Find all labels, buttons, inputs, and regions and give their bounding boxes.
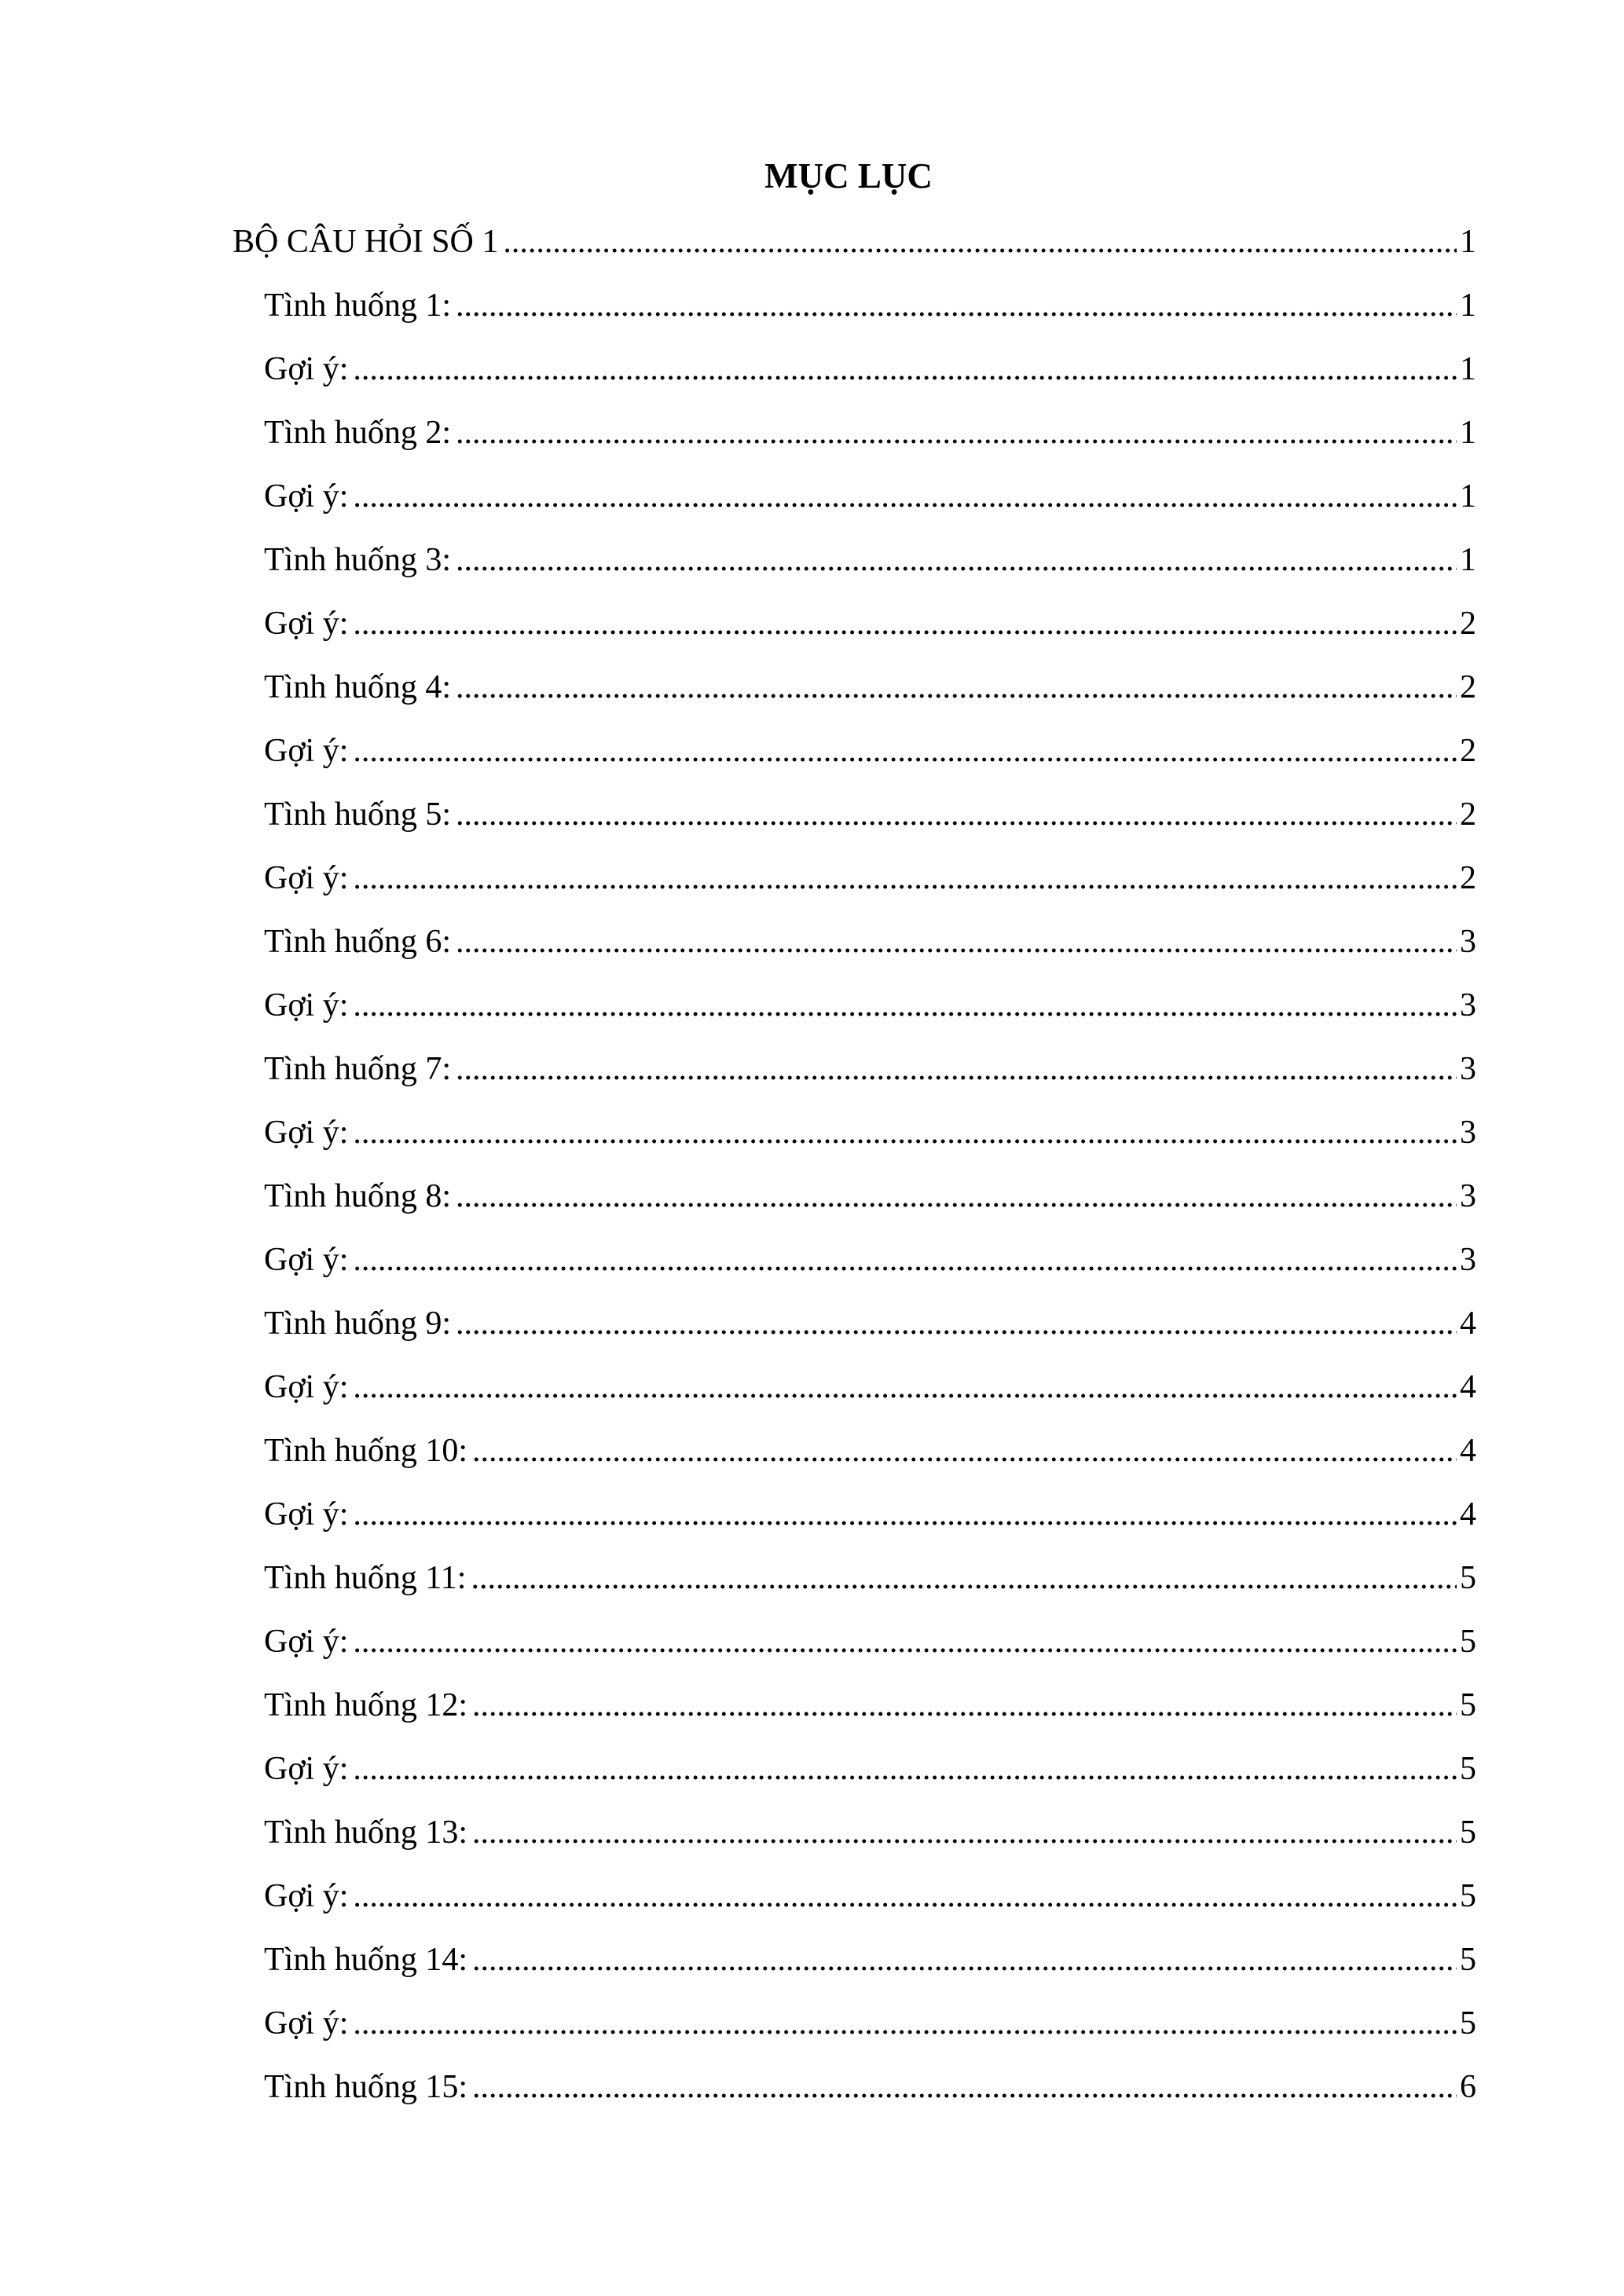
toc-dot-leader <box>456 656 1457 720</box>
toc-dot-leader <box>353 1483 1457 1547</box>
toc-dot-leader <box>456 274 1457 338</box>
toc-entry-item[interactable] <box>0 656 1624 720</box>
toc-entry-row <box>264 274 1476 338</box>
toc-entry-item[interactable] <box>0 720 1624 783</box>
toc-entry-row <box>264 1419 1476 1483</box>
toc-entry-row <box>264 910 1476 974</box>
toc-entry-label: Tình huống 13: <box>264 1814 467 1851</box>
toc-dot-leader <box>456 1038 1457 1101</box>
toc-entry-item[interactable] <box>0 1165 1624 1229</box>
toc-dot-leader <box>353 847 1457 910</box>
toc-entry-page-number: 1 <box>1460 224 1476 260</box>
toc-dot-leader <box>472 1801 1457 1865</box>
toc-dot-leader <box>456 1292 1457 1356</box>
toc-entry-label: Tình huống 3: <box>264 542 451 578</box>
toc-entry-page-number: 2 <box>1460 669 1476 705</box>
toc-entry-label: Gợi ý: <box>264 1878 349 1914</box>
toc-dot-leader <box>472 1674 1457 1738</box>
toc-entry-item[interactable] <box>0 465 1624 529</box>
toc-entry-label: Gợi ý: <box>264 860 349 896</box>
toc-entry-item[interactable] <box>0 783 1624 847</box>
toc-title: MỤC LỤC <box>764 156 933 196</box>
toc-entry-label: Gợi ý: <box>264 1496 349 1532</box>
toc-entry-label: Tình huống 6: <box>264 924 451 960</box>
toc-entry-label: Tình huống 10: <box>264 1433 467 1469</box>
toc-entry-label: Tình huống 8: <box>264 1178 451 1214</box>
toc-entry-item[interactable] <box>0 974 1624 1038</box>
toc-entry-item[interactable] <box>0 910 1624 974</box>
toc-dot-leader <box>472 1419 1457 1483</box>
toc-entry-page-number: 5 <box>1460 1878 1476 1914</box>
toc-entry-page-number: 4 <box>1460 1369 1476 1405</box>
toc-entry-row <box>264 720 1476 783</box>
toc-entry-row <box>264 1165 1476 1229</box>
toc-entry-item[interactable] <box>0 592 1624 656</box>
toc-entry-item[interactable] <box>0 1292 1624 1356</box>
toc-entry-page-number: 4 <box>1460 1496 1476 1532</box>
toc-entry-row <box>264 1292 1476 1356</box>
toc-entry-page-number: 3 <box>1460 1115 1476 1151</box>
toc-dot-leader <box>456 529 1457 592</box>
toc-dot-leader <box>456 783 1457 847</box>
toc-entry-label: Tình huống 1: <box>264 287 451 324</box>
toc-entry-label: Gợi ý: <box>264 1242 349 1278</box>
toc-dot-leader <box>353 1229 1457 1292</box>
toc-entry-item[interactable] <box>0 1928 1624 1992</box>
toc-entry-row <box>264 401 1476 465</box>
toc-entry-label: Tình huống 12: <box>264 1687 467 1723</box>
toc-entry-page-number: 2 <box>1460 796 1476 833</box>
toc-entry-page-number: 3 <box>1460 987 1476 1023</box>
toc-entry-item[interactable] <box>0 1038 1624 1101</box>
toc-list <box>0 211 1624 2119</box>
toc-dot-leader <box>472 1928 1457 1992</box>
toc-entry-item[interactable] <box>0 274 1624 338</box>
toc-entry-label: Gợi ý: <box>264 733 349 769</box>
toc-dot-leader <box>353 720 1457 783</box>
toc-entry-item[interactable] <box>0 1801 1624 1865</box>
toc-entry-page-number: 2 <box>1460 860 1476 896</box>
toc-entry-item[interactable] <box>0 529 1624 592</box>
toc-entry-page-number: 5 <box>1460 1560 1476 1596</box>
toc-entry-page-number: 4 <box>1460 1305 1476 1342</box>
toc-entry-label: Tình huống 9: <box>264 1305 451 1342</box>
toc-entry-row <box>264 847 1476 910</box>
toc-dot-leader <box>472 2056 1457 2119</box>
toc-entry-page-number: 2 <box>1460 606 1476 642</box>
toc-entry-item[interactable] <box>0 401 1624 465</box>
toc-entry-label: Tình huống 7: <box>264 1051 451 1087</box>
toc-entry-row <box>264 656 1476 720</box>
toc-entry-label: Gợi ý: <box>264 1115 349 1151</box>
toc-entry-page-number: 5 <box>1460 1751 1476 1787</box>
toc-entry-item[interactable] <box>0 2056 1624 2119</box>
toc-entry-row <box>264 1738 1476 1801</box>
toc-entry-row <box>264 1674 1476 1738</box>
toc-dot-leader <box>353 465 1457 529</box>
toc-entry-label: Tình huống 5: <box>264 796 451 833</box>
toc-entry-row <box>264 1865 1476 1928</box>
toc-entry-item[interactable] <box>0 1992 1624 2056</box>
toc-dot-leader <box>456 1165 1457 1229</box>
toc-entry-page-number: 3 <box>1460 1242 1476 1278</box>
toc-entry-label: Tình huống 2: <box>264 415 451 451</box>
toc-entry-label: Gợi ý: <box>264 606 349 642</box>
toc-entry-label: Tình huống 11: <box>264 1560 467 1596</box>
toc-entry-row <box>264 2056 1476 2119</box>
toc-entry-item[interactable] <box>0 1419 1624 1483</box>
toc-entry-label: Gợi ý: <box>264 2005 349 2041</box>
toc-entry-label: Gợi ý: <box>264 478 349 514</box>
toc-entry-item[interactable] <box>0 1229 1624 1292</box>
toc-entry-label: Gợi ý: <box>264 351 349 387</box>
toc-entry-item[interactable] <box>0 1101 1624 1165</box>
toc-entry-label: Tình huống 15: <box>264 2069 467 2105</box>
toc-entry-page-number: 1 <box>1460 287 1476 324</box>
toc-entry-label: Gợi ý: <box>264 1369 349 1405</box>
toc-entry-row <box>264 1992 1476 2056</box>
toc-entry-row <box>264 1928 1476 1992</box>
toc-entry-row <box>264 1483 1476 1547</box>
toc-dot-leader <box>353 1356 1457 1419</box>
toc-dot-leader <box>456 910 1457 974</box>
toc-entry-label: Tình huống 14: <box>264 1942 467 1978</box>
toc-entry-row <box>264 1547 1476 1610</box>
toc-entry-row <box>264 338 1476 401</box>
toc-entry-section[interactable] <box>0 211 1624 274</box>
toc-dot-leader <box>353 1610 1457 1674</box>
toc-entry-page-number: 5 <box>1460 1814 1476 1851</box>
toc-dot-leader <box>353 1992 1457 2056</box>
toc-entry-row <box>264 1038 1476 1101</box>
toc-entry-label: Gợi ý: <box>264 1751 349 1787</box>
toc-dot-leader <box>353 338 1457 401</box>
toc-entry-page-number: 6 <box>1460 2069 1476 2105</box>
toc-entry-row <box>264 592 1476 656</box>
toc-entry-row <box>264 1101 1476 1165</box>
toc-entry-item[interactable] <box>0 1674 1624 1738</box>
toc-entry-page-number: 1 <box>1460 351 1476 387</box>
toc-entry-row <box>264 529 1476 592</box>
toc-entry-row <box>264 1356 1476 1419</box>
toc-dot-leader <box>353 1865 1457 1928</box>
toc-dot-leader <box>353 1101 1457 1165</box>
toc-entry-page-number: 5 <box>1460 2005 1476 2041</box>
toc-entry-label: Gợi ý: <box>264 987 349 1023</box>
toc-entry-item[interactable] <box>0 1483 1624 1547</box>
toc-entry-row <box>264 974 1476 1038</box>
toc-entry-item[interactable] <box>0 1738 1624 1801</box>
toc-entry-row <box>264 1801 1476 1865</box>
toc-entry-item[interactable] <box>0 338 1624 401</box>
toc-entry-item[interactable] <box>0 1610 1624 1674</box>
toc-entry-page-number: 3 <box>1460 924 1476 960</box>
toc-entry-item[interactable] <box>0 1865 1624 1928</box>
toc-entry-page-number: 1 <box>1460 415 1476 451</box>
toc-entry-item[interactable] <box>0 1356 1624 1419</box>
toc-entry-label: BỘ CÂU HỎI SỐ 1 <box>233 224 499 260</box>
toc-entry-page-number: 3 <box>1460 1051 1476 1087</box>
toc-entry-page-number: 4 <box>1460 1433 1476 1469</box>
toc-dot-leader <box>353 592 1457 656</box>
toc-entry-page-number: 5 <box>1460 1624 1476 1660</box>
toc-dot-leader <box>353 974 1457 1038</box>
toc-entry-page-number: 5 <box>1460 1687 1476 1723</box>
toc-dot-leader <box>503 211 1457 274</box>
toc-entry-page-number: 1 <box>1460 478 1476 514</box>
toc-entry-row <box>233 211 1476 274</box>
toc-entry-row <box>264 783 1476 847</box>
toc-entry-row <box>264 1229 1476 1292</box>
toc-entry-page-number: 5 <box>1460 1942 1476 1978</box>
toc-entry-row <box>264 465 1476 529</box>
toc-entry-page-number: 1 <box>1460 542 1476 578</box>
toc-entry-item[interactable] <box>0 1547 1624 1610</box>
toc-dot-leader <box>456 401 1457 465</box>
toc-entry-label: Gợi ý: <box>264 1624 349 1660</box>
toc-entry-page-number: 3 <box>1460 1178 1476 1214</box>
toc-entry-item[interactable] <box>0 847 1624 910</box>
toc-entry-page-number: 2 <box>1460 733 1476 769</box>
toc-entry-label: Tình huống 4: <box>264 669 451 705</box>
toc-entry-row <box>264 1610 1476 1674</box>
toc-dot-leader <box>353 1738 1457 1801</box>
toc-dot-leader <box>471 1547 1457 1610</box>
